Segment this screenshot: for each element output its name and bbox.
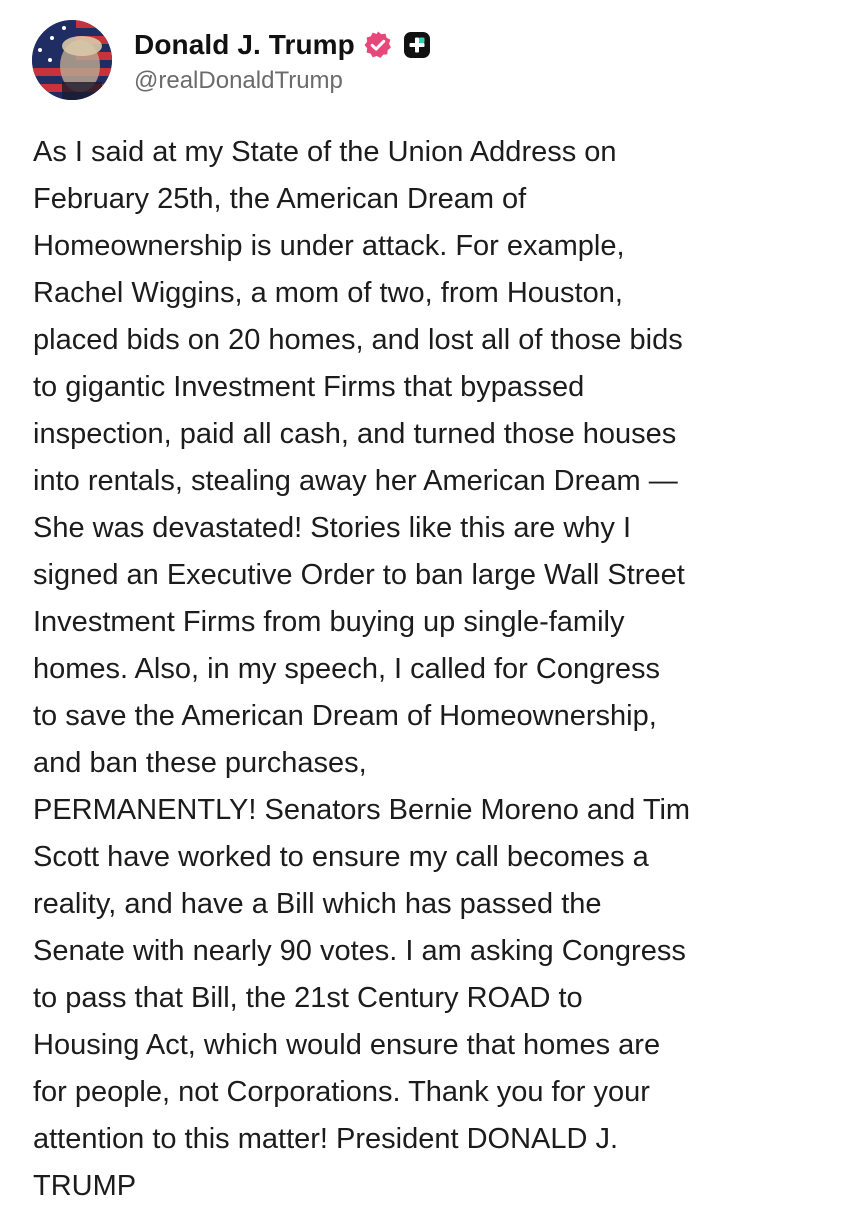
- author-info: [134, 25, 431, 95]
- author-handle[interactable]: @realDonaldTrump: [134, 67, 343, 94]
- post-body-text: As I said at my State of the Union Address on February 25th, the American Dream of Homeownership is under attack. For example, Rachel Wiggins, a mom of two, from Houston, placed bids on 20 homes, and lost all of those bids to gigantic Investment Firms that bypassed inspection, paid all cash, and turned those houses into rentals, stealing away her American Dream — She was devastated! Stories like this are why I signed an Executive Order to ban large Wall Street Investment Firms from buying up single-family homes. Also, in my speech, I called for Congress to save the American Dream of Homeownership, and ban these purchases, PERMANENTLY! Senators Bernie Moreno and Tim Scott have worked to ensure my call becomes a reality, and have a Bill which has passed the Senate with nearly 90 votes. I am asking Congress to pass that Bill, the 21st Century ROAD to Housing Act, which would ensure that homes are for people, not Corporations. Thank you for your attention to this matter! President DONALD J. TRUMP: [33, 136, 691, 1202]
- author-display-name[interactable]: Donald J. Trump: [134, 29, 355, 60]
- post-header: [32, 18, 431, 102]
- plus-square-icon: [403, 31, 431, 59]
- name-row: [134, 25, 431, 65]
- avatar[interactable]: [32, 20, 112, 100]
- avatar-image: [32, 20, 112, 100]
- verified-badge-icon: [363, 30, 393, 60]
